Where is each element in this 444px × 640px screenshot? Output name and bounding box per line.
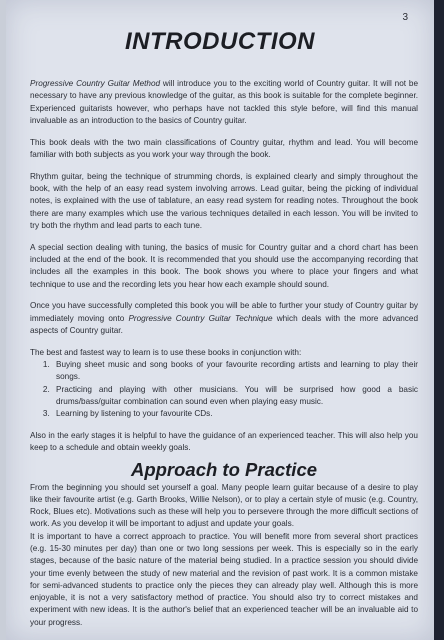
practice-paragraph-1: From the beginning you should set yourself a goal. Many people learn guitar because of a desire to play like their favourite artist (e.g. Garth Brooks, Willie Nelson), or to play a certain style of music (e.g. Country, Rock, Blues etc). Motivations such as these will help you to persevere through the more difficult sections of work. As you develop it will be important to adjust and update your goals. bbox=[30, 482, 418, 529]
list-item: 3. Learning by listening to your favourite CDs. bbox=[52, 408, 418, 420]
section-heading-practice: Approach to Practice bbox=[130, 459, 318, 481]
intro-paragraph-3: Rhythm guitar, being the technique of strumming chords, is explained clearly and simply throughout the book, with the help of an easy read system involving arrows. Lead guitar, being the picking of individual notes, is explained with the use of tablature, an easy read system for reading notes. Throughout the book there are many examples which use the various techniques detailed in each lesson. You will be invited to try both the rhythm and lead parts to each tune. bbox=[30, 171, 418, 230]
page-title: INTRODUCTION bbox=[125, 28, 315, 55]
intro-paragraph-1 bbox=[30, 78, 418, 127]
intro-paragraph-2: This book deals with the two main classifications of Country guitar, rhythm and lead. You will become familiar with both subjects as you work your way through the book. bbox=[30, 137, 418, 159]
intro-paragraph-6: The best and fastest way to learn is to use these books in conjunction with: bbox=[30, 347, 302, 357]
intro-paragraph-4: A special section dealing with tuning, the basics of music for Country guitar and a chord chart has been included at the end of the book. It is recommended that you should use the accompanying recording that includes all the examples in this book. The book shows you where to place your fingers and what technique to use and the recording lets you hear how each example should sound. bbox=[30, 242, 418, 289]
intro-paragraph-7: Also in the early stages it is helpful to have the guidance of an experienced teacher. This will also help you keep to a schedule and obtain weekly goals. bbox=[30, 431, 418, 453]
learning-methods-list bbox=[30, 359, 418, 420]
page-number: 3 bbox=[402, 12, 408, 23]
book-page bbox=[6, 0, 434, 640]
intro-paragraph-5-a: Once you have successfully completed this book you will be able to further your study of Country guitar by immediately moving onto bbox=[30, 301, 418, 323]
page-content bbox=[30, 78, 418, 639]
intro-paragraph-5-b: which deals with the more advanced aspects of Country guitar. bbox=[30, 313, 419, 336]
list-item: 1. Buying sheet music and song books of your favourite recording artists and learning to play their songs. bbox=[52, 359, 418, 384]
book-title-technique: Progressive Country Guitar Technique bbox=[128, 313, 273, 323]
intro-paragraph-5 bbox=[30, 300, 418, 337]
book-title-method: Progressive Country Guitar Method bbox=[30, 79, 161, 88]
list-item: 2. Practicing and playing with other musicians. You will be surprised how good a basic drums/bass/guitar combination can sound even when playing easy music. bbox=[52, 384, 418, 409]
practice-paragraph-2: It is important to have a correct approach to practice. You will benefit more from several short practices (e.g. 15-30 minutes per day) than one or two long sessions per week. This is especially so in the early stages, because of the basic nature of the material being studied. In a practice session you should divide your time evenly between the study of new material and the revision of past work. It is a common mistake for semi-advanced students to practice only the pieces they can already play well. Although this is more enjoyable, it is not a very satisfactory method of practice. You should also try to correct mistakes and experiment with new ideas. It is the author's belief that an experienced teacher will be an invaluable aid to your progress. bbox=[30, 531, 418, 627]
intro-paragraph-1-text: will introduce you to the exciting world of Country guitar. It will not be necessary to have any previous knowledge of the guitar, as this book is suitable for the complete beginner. Experienced guitarists however, who perhaps have not tackled this style before, will find this manual invaluable as an introduction to the basics of Country guitar. bbox=[30, 79, 418, 125]
